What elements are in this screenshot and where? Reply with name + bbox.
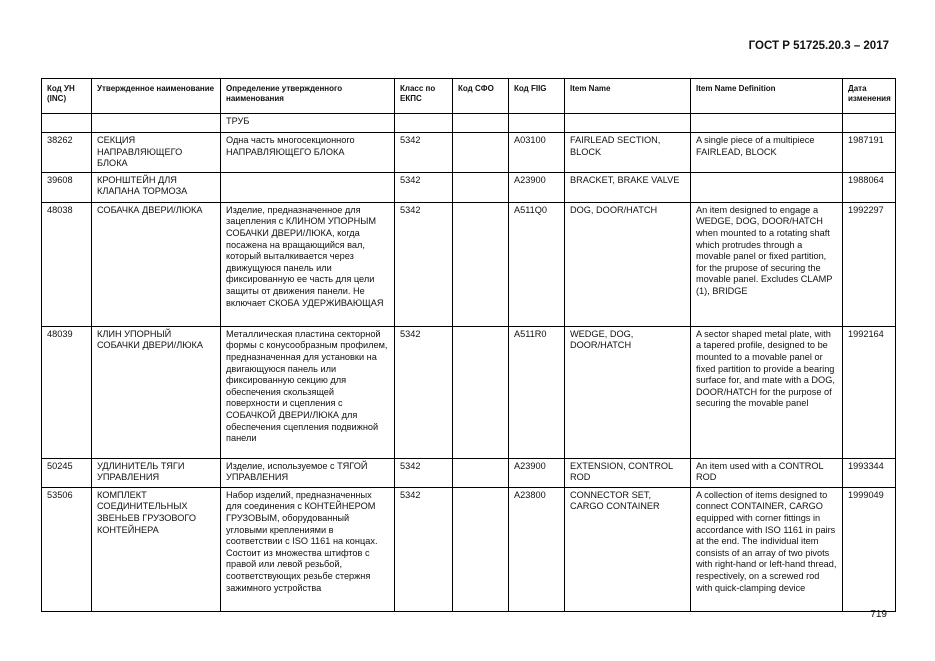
table-header-row xyxy=(42,79,896,114)
cell-item-definition: An item designed to engage a WEDGE, DOG, DOOR/HATCH when mounted to a rotating shaft which protrudes through a movable panel or fixed partition, for the prupose of securing the movable panel. Excludes CLAMP (1), BRIDGE xyxy=(691,202,843,326)
cell-definition: Изделие, используемое с ТЯГОЙ УПРАВЛЕНИЯ xyxy=(221,458,395,487)
cell-fiig: A511R0 xyxy=(509,326,565,458)
cell-ekps: 5342 xyxy=(395,172,453,202)
cell-sfo xyxy=(453,487,509,611)
cell-item-name: EXTENSION, CONTROL ROD xyxy=(565,458,691,487)
cell-definition: Металлическая пластина секторной формы с конусообразным профилем, предназначенная для установки на двигающуюся панель или фиксированную секцию для обеспечения скользящей поверхности и сцепления с СОБАЧКОЙ ДВЕРИ/ЛЮКА для обеспечения сцепления подвижной панели xyxy=(221,326,395,458)
table-row xyxy=(42,487,896,611)
cell-sfo xyxy=(453,172,509,202)
cell-inc: 53506 xyxy=(42,487,92,611)
cell-fiig: A03100 xyxy=(509,133,565,173)
cell-sfo xyxy=(453,133,509,173)
cell-definition: Набор изделий, предназначенных для соединения с КОНТЕЙНЕРОМ ГРУЗОВЫМ, оборудованный угловыми креплениями в соответствии с ISO 1161 на концах. Состоит из множества штифтов с правой или левой резьбой, соответствующих резьбе стержня зажимного устройства xyxy=(221,487,395,611)
cell-fiig: A511Q0 xyxy=(509,202,565,326)
cell-ekps: 5342 xyxy=(395,326,453,458)
cell-definition xyxy=(221,172,395,202)
cell-item-name: DOG, DOOR/HATCH xyxy=(565,202,691,326)
col-header-item-name: Item Name xyxy=(565,79,691,114)
cell-item-definition xyxy=(691,172,843,202)
cell-name: УДЛИНИТЕЛЬ ТЯГИ УПРАВЛЕНИЯ xyxy=(92,458,221,487)
cell-item-name: CONNECTOR SET, CARGO CONTAINER xyxy=(565,487,691,611)
cell-item-name: FAIRLEAD SECTION, BLOCK xyxy=(565,133,691,173)
cell-name: СЕКЦИЯ НАПРАВЛЯЮЩЕГО БЛОКА xyxy=(92,133,221,173)
table-row xyxy=(42,133,896,173)
cell-item-definition: A single piece of a multipiece FAIRLEAD, BLOCK xyxy=(691,133,843,173)
cell-definition: Изделие, предназначенное для зацепления с КЛИНОМ УПОРНЫМ СОБАЧКИ ДВЕРИ/ЛЮКА, когда посажена на вращающийся вал, который выталкивается через движущуюся панель или фиксированную ее часть для цели защиты от движения панели. Не включает СКОБА УДЕРЖИВАЮЩАЯ xyxy=(221,202,395,326)
cell-inc: 48038 xyxy=(42,202,92,326)
cell-ekps: 5342 xyxy=(395,458,453,487)
col-header-ekps: Класс по ЕКПС xyxy=(395,79,453,114)
cell-name: КОМПЛЕКТ СОЕДИНИТЕЛЬНЫХ ЗВЕНЬЕВ ГРУЗОВОГО КОНТЕЙНЕРА xyxy=(92,487,221,611)
data-table xyxy=(41,78,896,612)
cell-name: КРОНШТЕЙН ДЛЯ КЛАПАНА ТОРМОЗА xyxy=(92,172,221,202)
table-row xyxy=(42,202,896,326)
cell-definition: ТРУБ xyxy=(221,114,395,133)
cell-inc: 48039 xyxy=(42,326,92,458)
cell-sfo xyxy=(453,202,509,326)
cell-item-definition: A sector shaped metal plate, with a tapered profile, designed to be mounted to a movable panel or fixed partition to provide a bearing surface for, and mate with a DOG, DOOR/HATCH for the purpose of securing the movable panel xyxy=(691,326,843,458)
cell-fiig: A23900 xyxy=(509,458,565,487)
cell-item-definition: An item used with a CONTROL ROD xyxy=(691,458,843,487)
cell-item-name: BRACKET, BRAKE VALVE xyxy=(565,172,691,202)
cell-date: 1999049 xyxy=(843,487,896,611)
col-header-definition: Определение утвержденного наименования xyxy=(221,79,395,114)
cell-date: 1987191 xyxy=(843,133,896,173)
cell-ekps: 5342 xyxy=(395,202,453,326)
cell-fiig: A23900 xyxy=(509,172,565,202)
col-header-date: Дата изменения xyxy=(843,79,896,114)
col-header-inc: Код УН (INC) xyxy=(42,79,92,114)
cell-item-definition: A collection of items designed to connect CONTAINER, CARGO equipped with corner fittings in accordance with ISO 1161 in pairs at the end. The individual item consists of an array of two pivots with right-hand or left-hand thread, respectively, on a screwed rod with quick-clamping device xyxy=(691,487,843,611)
table-row xyxy=(42,458,896,487)
cell-item-name: WEDGE, DOG, DOOR/HATCH xyxy=(565,326,691,458)
table-row xyxy=(42,172,896,202)
cell-inc: 38262 xyxy=(42,133,92,173)
cell-ekps: 5342 xyxy=(395,487,453,611)
cell-name: СОБАЧКА ДВЕРИ/ЛЮКА xyxy=(92,202,221,326)
cell-ekps: 5342 xyxy=(395,133,453,173)
cell-date: 1988064 xyxy=(843,172,896,202)
cell-definition: Одна часть многосекционного НАПРАВЛЯЮЩЕГО БЛОКА xyxy=(221,133,395,173)
col-header-item-definition: Item Name Definition xyxy=(691,79,843,114)
cell-date: 1993344 xyxy=(843,458,896,487)
cell-sfo xyxy=(453,326,509,458)
col-header-fiig: Код FIIG xyxy=(509,79,565,114)
cell-inc: 50245 xyxy=(42,458,92,487)
cell-sfo xyxy=(453,458,509,487)
continuation-row xyxy=(42,114,896,133)
cell-inc: 39608 xyxy=(42,172,92,202)
table-row xyxy=(42,326,896,458)
cell-date: 1992164 xyxy=(843,326,896,458)
cell-name: КЛИН УПОРНЫЙ СОБАЧКИ ДВЕРИ/ЛЮКА xyxy=(92,326,221,458)
page-number: 719 xyxy=(870,609,887,620)
cell-date: 1992297 xyxy=(843,202,896,326)
cell-fiig: A23800 xyxy=(509,487,565,611)
col-header-sfo: Код СФО xyxy=(453,79,509,114)
document-header: ГОСТ Р 51725.20.3 – 2017 xyxy=(748,40,889,52)
col-header-name: Утвержденное наименование xyxy=(92,79,221,114)
